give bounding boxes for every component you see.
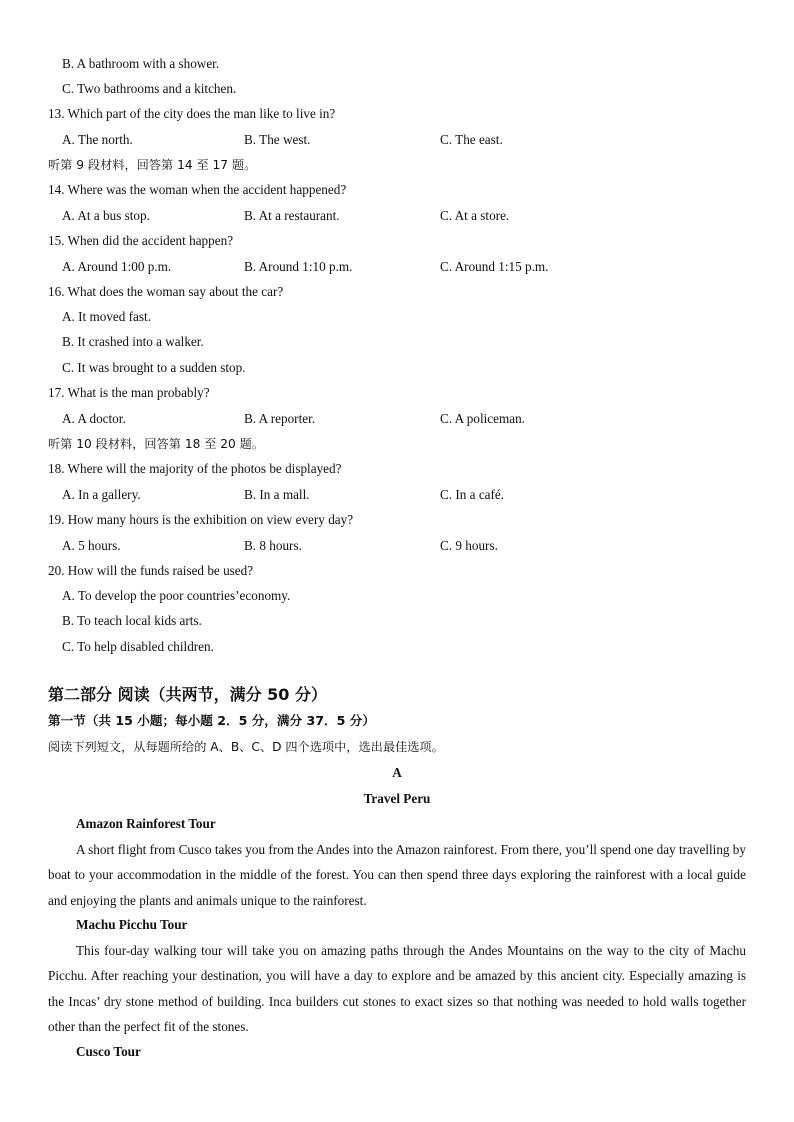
q20-option-c-line — [0, 636, 794, 658]
tour-1-title: Amazon Rainforest Tour — [76, 816, 216, 831]
section-10-instruction-line — [0, 433, 794, 455]
q19-option-c: C. 9 hours. — [440, 538, 498, 553]
passage-title: Travel Peru — [363, 791, 431, 806]
section-9-instruction: 听第 9 段材料，回答第 14 至 17 题。 — [48, 158, 257, 172]
q15-options — [0, 256, 794, 278]
q17-option-b: B. A reporter. — [244, 411, 316, 426]
q12-option-c-line — [0, 78, 794, 100]
q19-option-b: B. 8 hours. — [244, 538, 302, 553]
q14-option-b: B. At a restaurant. — [244, 208, 340, 223]
tour-3-title-line — [0, 1041, 794, 1063]
q16-option-c: C. It was brought to a sudden stop. — [62, 360, 246, 375]
q14-question: 14. Where was the woman when the accident happened? — [48, 182, 347, 197]
tour-1-paragraph: A short flight from Cusco takes you from the Andes into the Amazon rainforest. From there, you’ll spend one day travelling by boat to your accommodation in the middle of the forest. You can then spend three days exploring the rainforest with a local guide and enjoying the plants and animals unique to the rainforest. — [48, 842, 746, 908]
q17-options — [0, 408, 794, 430]
q14-option-a: A. At a bus stop. — [62, 208, 150, 223]
q18-option-c: C. In a café. — [440, 487, 505, 502]
q19-options — [0, 535, 794, 557]
tour-3-title: Cusco Tour — [76, 1044, 141, 1059]
q20-option-c: C. To help disabled children. — [62, 639, 214, 654]
q18-question: 18. Where will the majority of the photos be displayed? — [48, 461, 342, 476]
tour-2-title-line — [0, 914, 794, 936]
part-2-heading: 第二部分 阅读（共两节，满分 50 分） — [48, 685, 327, 704]
q17-question-line — [0, 382, 794, 404]
q18-question-line — [0, 458, 794, 480]
q16-option-b: B. It crashed into a walker. — [62, 334, 204, 349]
q16-option-c-line — [0, 357, 794, 379]
q16-question: 16. What does the woman say about the car? — [48, 284, 284, 299]
q20-option-b: B. To teach local kids arts. — [62, 613, 202, 628]
part-2-heading-line — [0, 682, 794, 708]
q13-option-b: B. The west. — [244, 132, 311, 147]
q19-option-a: A. 5 hours. — [62, 538, 121, 553]
q16-option-b-line — [0, 331, 794, 353]
q16-option-a: A. It moved fast. — [62, 309, 151, 324]
tour-1-title-line — [0, 813, 794, 835]
q13-question-line — [0, 103, 794, 125]
section-1-heading: 第一节（共 15 小题；每小题 2．5 分，满分 37．5 分） — [48, 713, 375, 728]
q16-question-line — [0, 281, 794, 303]
q20-option-b-line — [0, 610, 794, 632]
q15-question: 15. When did the accident happen? — [48, 233, 234, 248]
q13-option-c: C. The east. — [440, 132, 503, 147]
passage-letter: A — [392, 765, 402, 780]
tour-2-title: Machu Picchu Tour — [76, 917, 188, 932]
q15-option-c: C. Around 1:15 p.m. — [440, 259, 549, 274]
q14-question-line — [0, 179, 794, 201]
q17-option-a: A. A doctor. — [62, 411, 126, 426]
q13-question: 13. Which part of the city does the man like to live in? — [48, 106, 336, 121]
q20-option-a: A. To develop the poor countries’economy. — [62, 588, 291, 603]
q13-options — [0, 129, 794, 151]
q12-option-c: C. Two bathrooms and a kitchen. — [62, 81, 237, 96]
reading-instructions: 阅读下列短文，从每题所给的 A、B、C、D 四个选项中，选出最佳选项。 — [48, 740, 444, 754]
q19-question: 19. How many hours is the exhibition on view every day? — [48, 512, 354, 527]
q19-question-line — [0, 509, 794, 531]
q20-option-a-line — [0, 585, 794, 607]
q12-option-b-line — [0, 53, 794, 75]
q20-question: 20. How will the funds raised be used? — [48, 563, 254, 578]
q16-option-a-line — [0, 306, 794, 328]
q13-option-a: A. The north. — [62, 132, 133, 147]
q18-option-b: B. In a mall. — [244, 487, 310, 502]
q12-option-b: B. A bathroom with a shower. — [62, 56, 220, 71]
q18-option-a: A. In a gallery. — [62, 487, 141, 502]
q15-question-line — [0, 230, 794, 252]
section-10-instruction: 听第 10 段材料，回答第 18 至 20 题。 — [48, 437, 265, 451]
passage-title-line — [0, 788, 794, 810]
section-9-instruction-line — [0, 154, 794, 176]
q14-option-c: C. At a store. — [440, 208, 510, 223]
reading-instructions-line — [0, 736, 794, 758]
tour-2-paragraph: This four-day walking tour will take you on amazing paths through the Andes Mountains on the way to the city of Machu Picchu. After reaching your destination, you will have a day to explore and be amazed by this ancient city. Especially amazing is the Incas’ dry stone method of building. Inca builders cut stones to exact sizes so that nothing was needed to hold walls together other than the perfect fit of the stones. — [48, 943, 746, 1034]
q20-question-line — [0, 560, 794, 582]
q15-option-a: A. Around 1:00 p.m. — [62, 259, 172, 274]
q18-options — [0, 484, 794, 506]
q14-options — [0, 205, 794, 227]
section-1-heading-line — [0, 710, 794, 732]
q17-question: 17. What is the man probably? — [48, 385, 210, 400]
passage-letter-line — [0, 762, 794, 784]
q15-option-b: B. Around 1:10 p.m. — [244, 259, 353, 274]
q17-option-c: C. A policeman. — [440, 411, 525, 426]
